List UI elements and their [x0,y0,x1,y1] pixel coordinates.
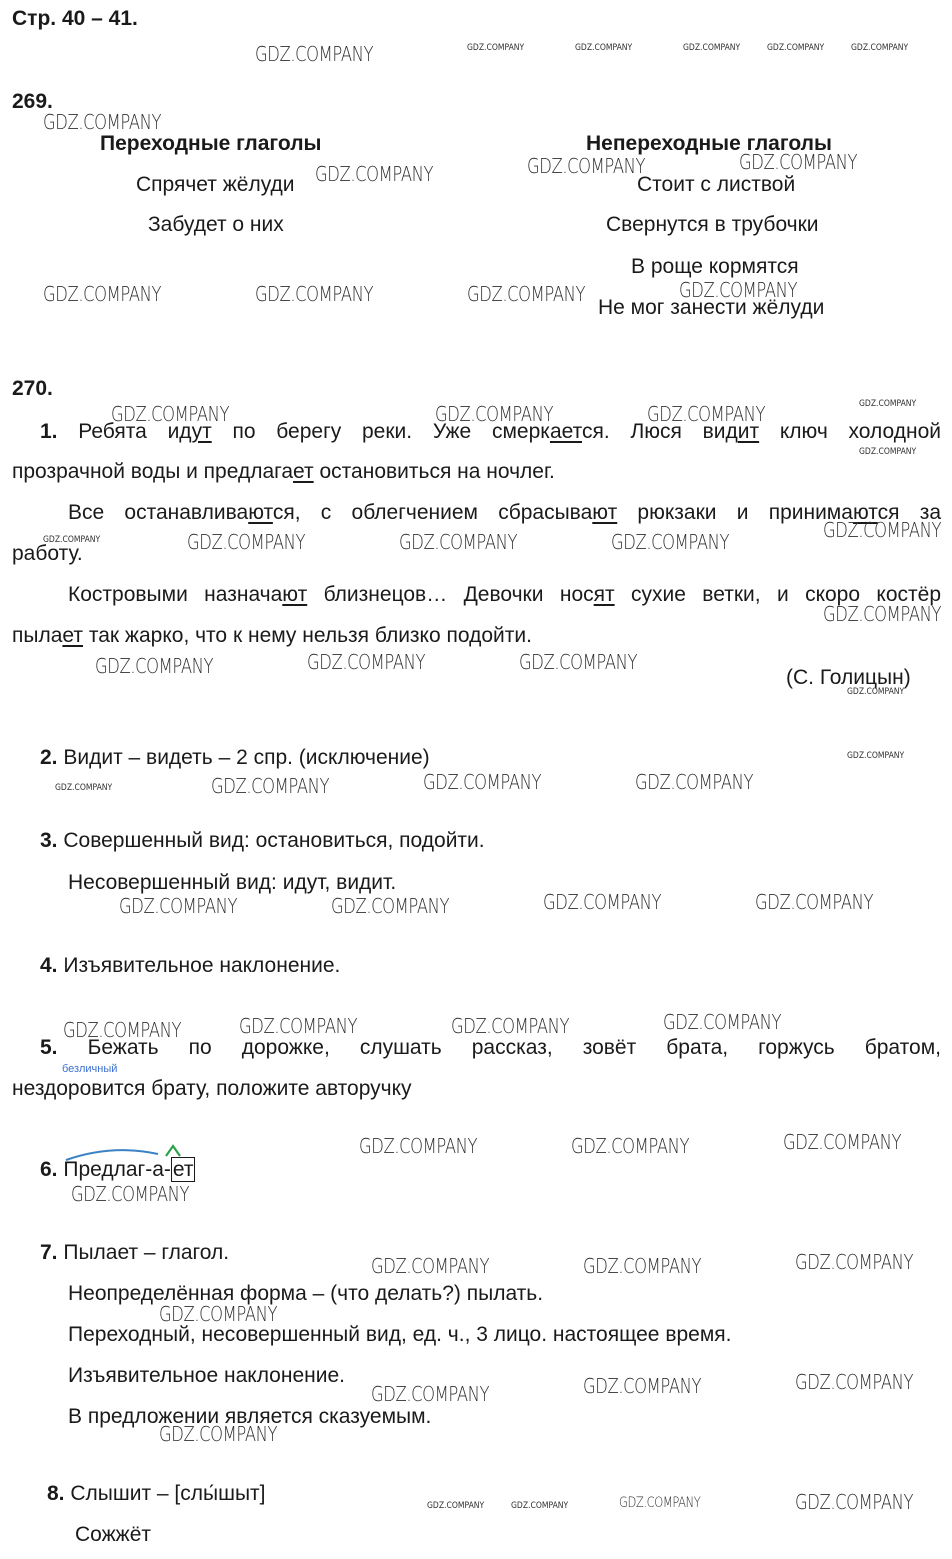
watermark: GDZ.COMPANY [519,650,638,674]
watermark: GDZ.COMPANY [611,530,730,554]
watermark: GDZ.COMPANY [619,1495,701,1511]
watermark: GDZ.COMPANY [71,1182,190,1206]
watermark: GDZ.COMPANY [315,162,434,186]
watermark: GDZ.COMPANY [239,1014,358,1038]
text-line: 1. Ребята идут по берегу реки. Уже смеркается. Люся видит ключ холодной [40,420,941,443]
watermark: GDZ.COMPANY [211,774,330,798]
ending-box: ет [172,1158,194,1181]
annotation-note: безличный [62,1063,118,1075]
watermark: GDZ.COMPANY [371,1382,490,1406]
page-range-heading: Стр. 40 – 41. [12,7,138,30]
answer-item-7: 7. Пылает – глагол. [40,1241,230,1264]
watermark: GDZ.COMPANY [43,282,162,306]
text-line: пылает так жарко, что к нему нельзя близко подойти. [12,624,532,647]
watermark: GDZ.COMPANY [739,150,858,174]
watermark: GDZ.COMPANY [571,1134,690,1158]
column-title-transitive: Переходные глаголы [100,132,322,155]
answer-item-3: 3. Совершенный вид: остановиться, подойти. [40,829,485,852]
watermark: GDZ.COMPANY [95,654,214,678]
watermark: GDZ.COMPANY [451,1014,570,1038]
transitive-item: Спрячет жёлуди [136,173,295,196]
text-line: Сожжёт [75,1523,152,1546]
watermark: GDZ.COMPANY [755,890,874,914]
watermark: GDZ.COMPANY [111,402,230,426]
text-line: Все останавливаются, с облегчением сбрасывают рюкзаки и принимаются за [68,501,942,524]
text-line: В предложении является сказуемым. [68,1405,432,1428]
watermark: GDZ.COMPANY [543,890,662,914]
watermark: GDZ.COMPANY [583,1254,702,1278]
answer-item-6: 6. Предлаг-а-ет [40,1158,194,1181]
text-line: Неопределённая форма – (что делать?) пылать. [68,1282,544,1305]
text-line: нездоровится брату, положите авторучку [12,1077,412,1100]
watermark: GDZ.COMPANY [423,770,542,794]
watermark: GDZ.COMPANY [43,535,101,545]
watermark: GDZ.COMPANY [255,42,374,66]
watermark: GDZ.COMPANY [331,894,450,918]
watermark: GDZ.COMPANY [187,530,306,554]
watermark: GDZ.COMPANY [823,602,942,626]
text-line: Переходный, несовершенный вид, ед. ч., 3 лицо. настоящее время. [68,1323,732,1346]
text-line: Костровыми назначают близнецов… Девочки носят сухие ветки, и скоро костёр [68,583,941,606]
watermark: GDZ.COMPANY [511,1501,569,1511]
watermark: GDZ.COMPANY [159,1422,278,1446]
watermark: GDZ.COMPANY [859,447,917,457]
watermark: GDZ.COMPANY [63,1018,182,1042]
intransitive-item: В роще кормятся [631,255,799,278]
watermark: GDZ.COMPANY [307,650,426,674]
text-line: Несовершенный вид: идут, видит. [68,871,397,894]
text-line: Изъявительное наклонение. [68,1364,345,1387]
watermark: GDZ.COMPANY [783,1130,902,1154]
watermark: GDZ.COMPANY [847,751,905,761]
answer-item-4: 4. Изъявительное наклонение. [40,954,341,977]
watermark: GDZ.COMPANY [683,43,741,53]
watermark: GDZ.COMPANY [679,278,798,302]
column-title-intransitive: Непереходные глаголы [586,132,832,155]
watermark: GDZ.COMPANY [795,1490,914,1514]
answer-item-5: 5. Бежать по дорожке, слушать рассказ, зовёт брата, горжусь братом, [40,1036,941,1059]
exercise-number: 270. [12,377,53,400]
watermark: GDZ.COMPANY [371,1254,490,1278]
answer-item-8: 8. Слышит – [слы́шыт] [47,1482,266,1505]
transitive-item: Забудет о них [148,213,284,236]
watermark: GDZ.COMPANY [795,1250,914,1274]
author-credit: (С. Голицын) [786,666,911,689]
text-line: прозрачной воды и предлагает остановиться на ночлег. [12,460,555,483]
watermark: GDZ.COMPANY [635,770,754,794]
watermark: GDZ.COMPANY [795,1370,914,1394]
watermark: GDZ.COMPANY [467,43,525,53]
watermark: GDZ.COMPANY [467,282,586,306]
watermark: GDZ.COMPANY [575,43,633,53]
watermark: GDZ.COMPANY [55,783,113,793]
watermark: GDZ.COMPANY [847,687,905,697]
answer-item-2: 2. Видит – видеть – 2 спр. (исключение) [40,746,430,769]
text-line: работу. [12,542,83,565]
watermark: GDZ.COMPANY [663,1010,782,1034]
watermark: GDZ.COMPANY [767,43,825,53]
watermark: GDZ.COMPANY [255,282,374,306]
watermark: GDZ.COMPANY [851,43,909,53]
intransitive-item: Не мог занести жёлуди [598,296,825,319]
watermark: GDZ.COMPANY [359,1134,478,1158]
watermark: GDZ.COMPANY [859,399,917,409]
watermark: GDZ.COMPANY [823,518,942,542]
item-number: 1. [40,420,58,443]
intransitive-item: Свернутся в трубочки [606,213,819,236]
watermark: GDZ.COMPANY [399,530,518,554]
intransitive-item: Стоит с листвой [637,173,796,196]
watermark: GDZ.COMPANY [583,1374,702,1398]
watermark: GDZ.COMPANY [427,1501,485,1511]
watermark: GDZ.COMPANY [435,402,554,426]
exercise-number: 269. [12,90,53,113]
watermark: GDZ.COMPANY [647,402,766,426]
watermark: GDZ.COMPANY [119,894,238,918]
watermark: GDZ.COMPANY [43,110,162,134]
watermark: GDZ.COMPANY [159,1302,278,1326]
watermark: GDZ.COMPANY [527,154,646,178]
suffix-caret-icon [166,1146,180,1156]
